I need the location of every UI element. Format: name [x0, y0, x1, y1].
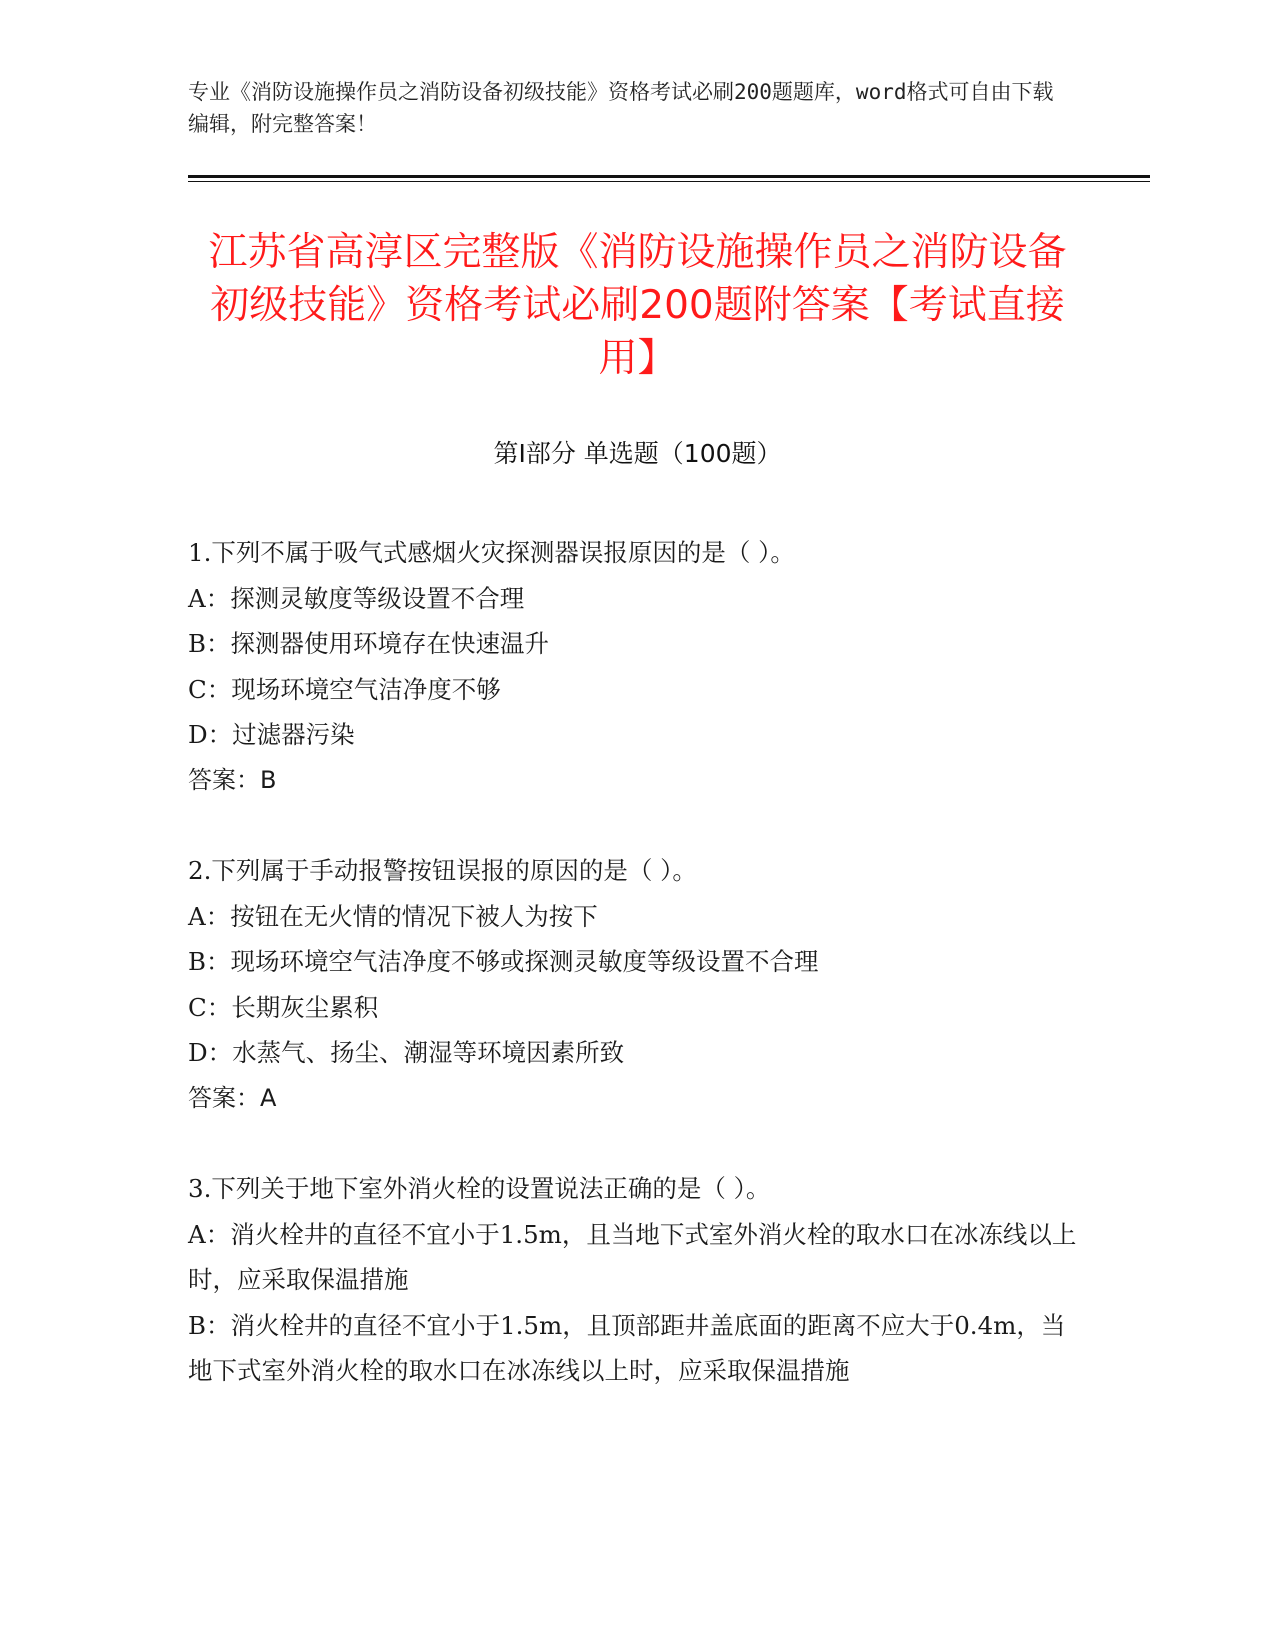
option-a: A：探测灵敏度等级设置不合理	[188, 583, 525, 613]
question-list	[188, 530, 1083, 1439]
option-b: B：现场环境空气洁净度不够或探测灵敏度等级设置不合理	[188, 947, 819, 976]
answer: 答案：B	[188, 765, 277, 794]
question-stem: 1.下列不属于吸气式感烟火灾探测器误报原因的是（ ）。	[188, 538, 795, 567]
option-b: B：探测器使用环境存在快速温升	[188, 629, 550, 658]
header-note: 专业《消防设施操作员之消防设备初级技能》资格考试必刷200题题库，word格式可自由下载编辑，附完整答案！	[188, 80, 1054, 136]
question-stem: 2.下列属于手动报警按钮误报的原因的是（ ）。	[188, 856, 697, 885]
document-title: 江苏省高淳区完整版《消防设施操作员之消防设备初级技能》资格考试必刷200题附答案【考试直接用】	[208, 230, 1067, 381]
question-stem: 3.下列关于地下室外消火栓的设置说法正确的是（ ）。	[188, 1174, 771, 1203]
question-1	[188, 530, 1083, 803]
option-d: D：过滤器污染	[188, 720, 355, 749]
option-b: B：消火栓井的直径不宜小于1.5m，且顶部距井盖底面的距离不应大于0.4m，当地下式室外消火栓的取水口在冰冻线以上时，应采取保温措施	[188, 1310, 1066, 1385]
section-title: 第Ⅰ部分 单选题（100题）	[493, 439, 782, 468]
question-3	[188, 1166, 1083, 1394]
question-2	[188, 848, 1083, 1121]
option-a: A：按钮在无火情的情况下被人为按下	[188, 901, 598, 931]
header-rule-thin	[188, 181, 1150, 182]
option-d: D：水蒸气、扬尘、潮湿等环境因素所致	[188, 1038, 625, 1067]
header-rule-thick	[188, 175, 1150, 178]
answer: 答案：A	[188, 1083, 277, 1112]
option-c: C：长期灰尘累积	[188, 992, 379, 1022]
option-c: C：现场环境空气洁净度不够	[188, 674, 501, 704]
option-a: A：消火栓井的直径不宜小于1.5m，且当地下式室外消火栓的取水口在冰冻线以上时，应采取保温措施	[188, 1219, 1077, 1294]
